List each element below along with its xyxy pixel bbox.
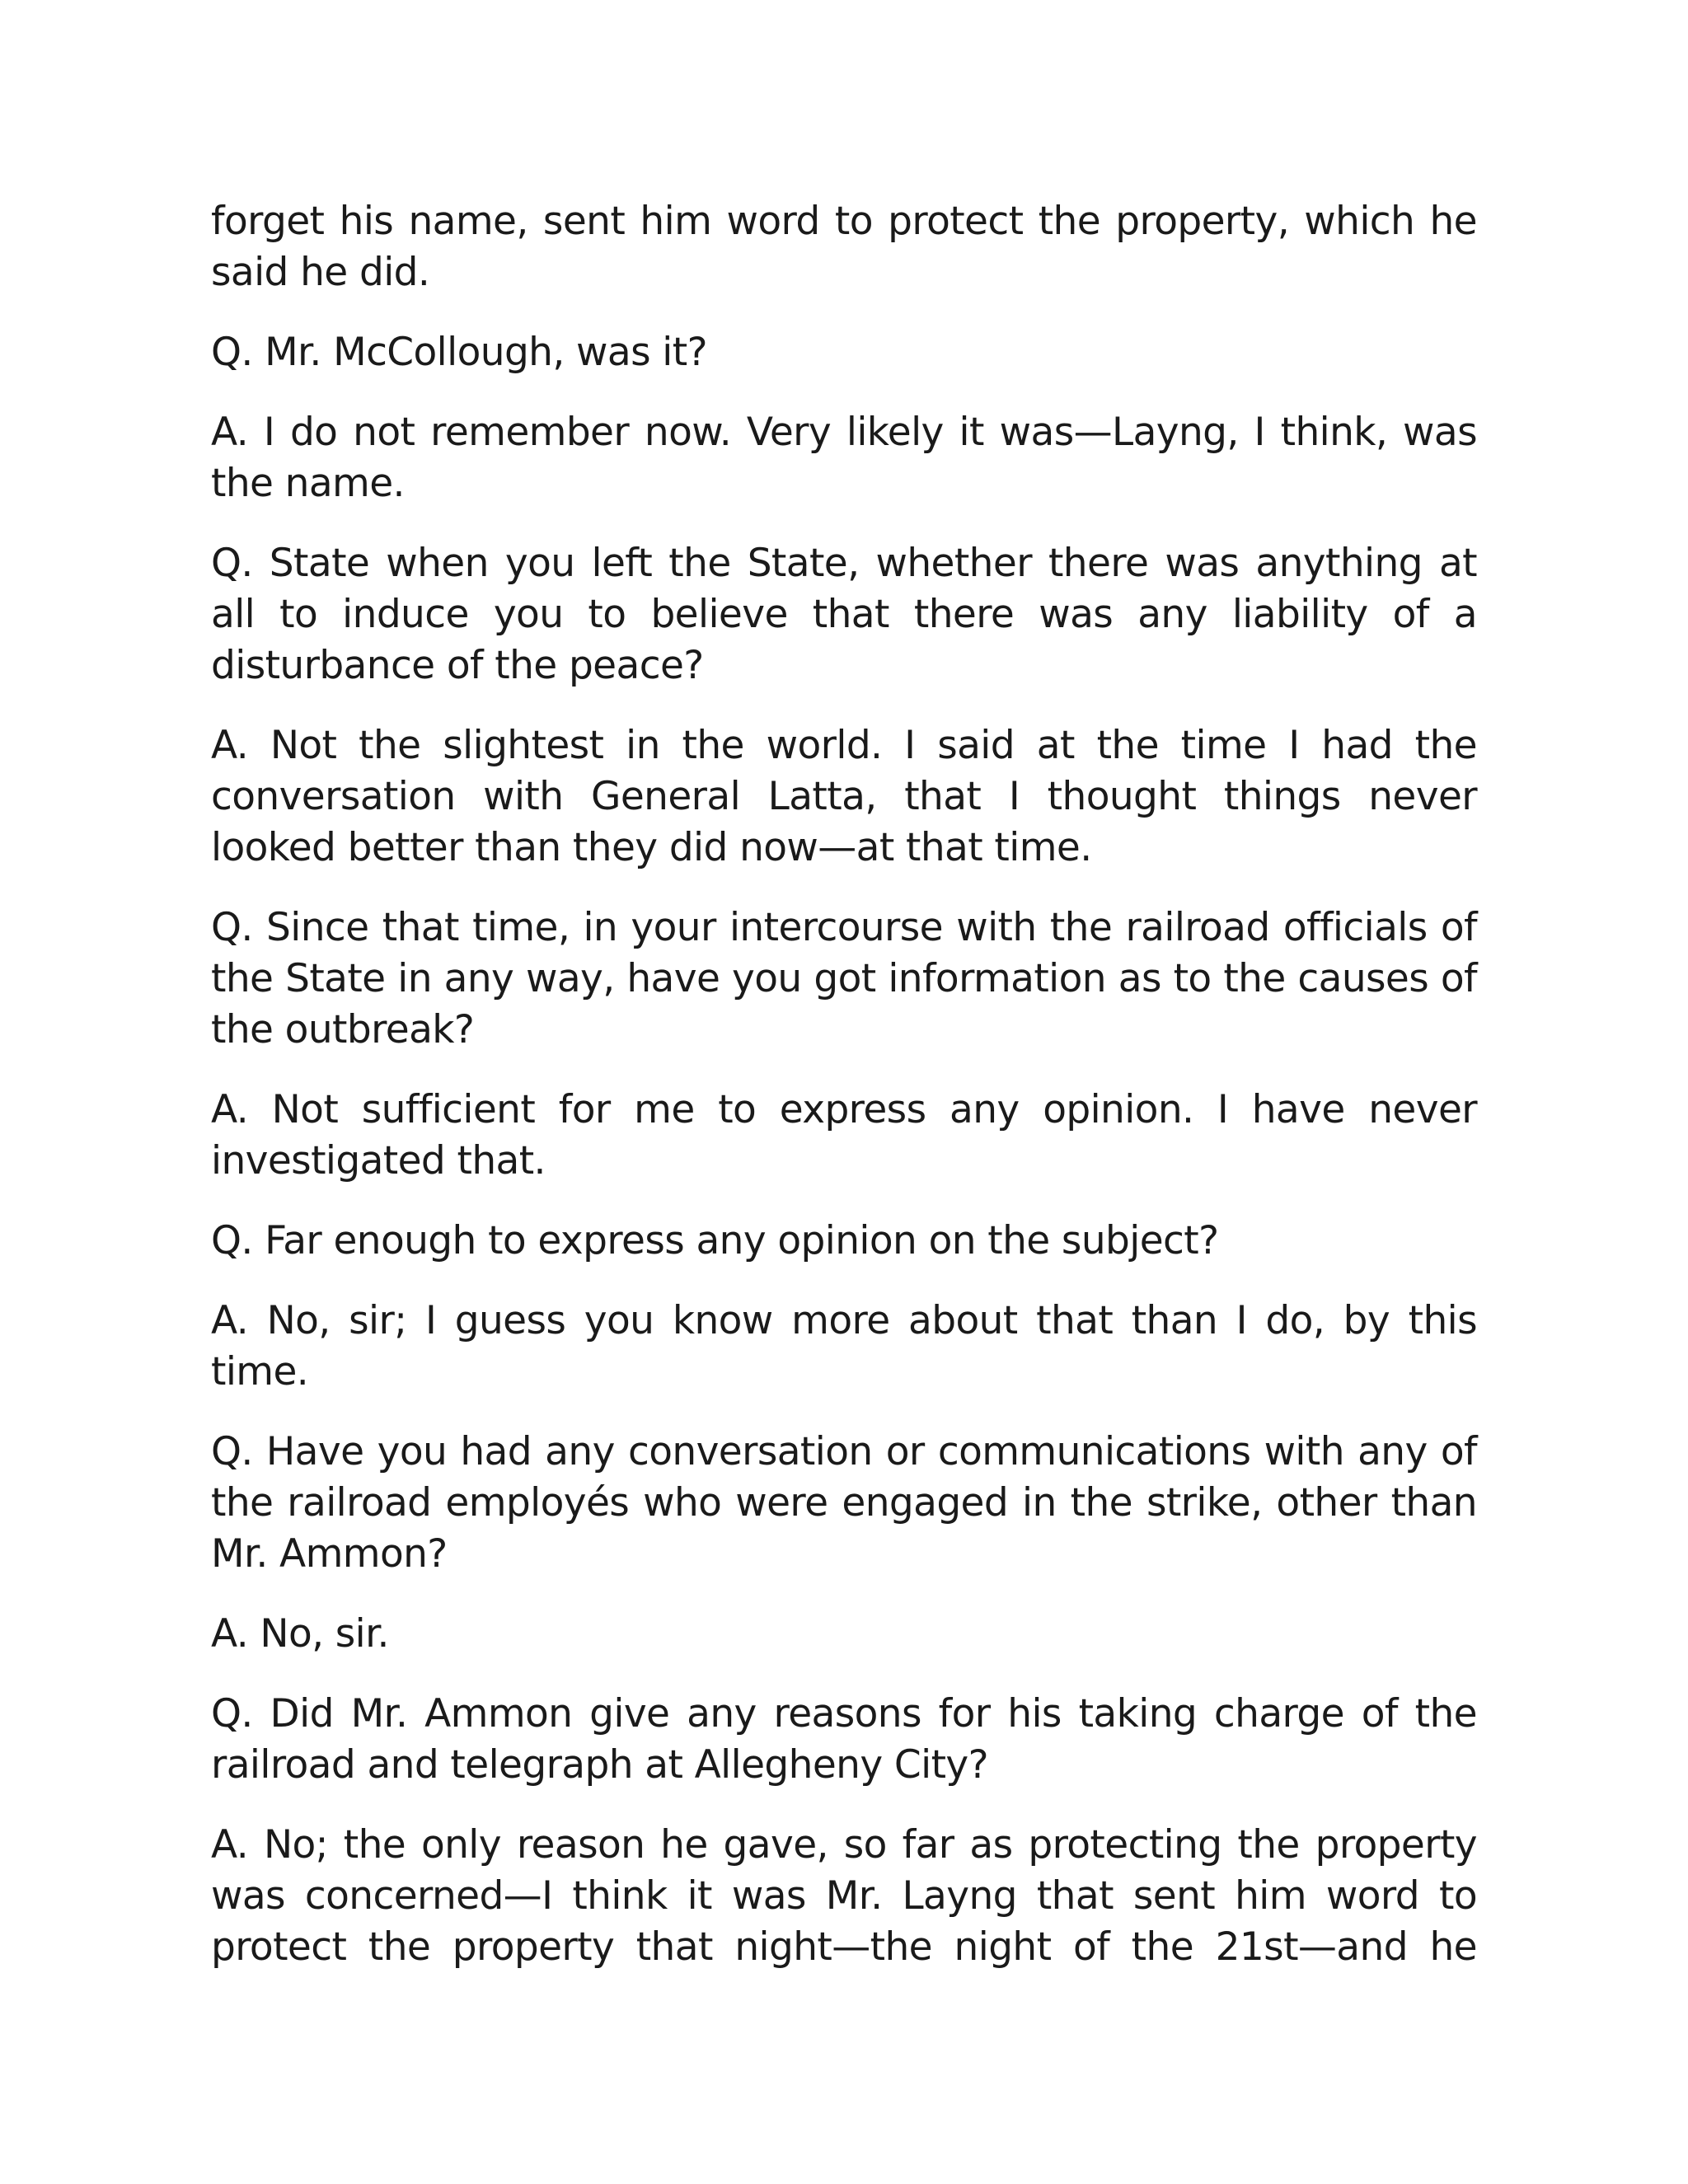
paragraph-8: Q. Far enough to express any opinion on the subject?	[211, 1218, 1219, 1263]
paragraph-13: A. No; the only reason he gave, so far as protecting the property was concerned—I think it was Mr. Layng that sent him word to protect the property that night—the night of the 21st—and he	[211, 1822, 1477, 1970]
paragraph-10: Q. Have you had any conversation or communications with any of the railroad employés who were engaged in the strike, other than Mr. Ammon?	[211, 1429, 1477, 1577]
paragraph-6: Q. Since that time, in your intercourse with the railroad officials of the State in any way, have you got information as to the causes of the outbreak?	[211, 905, 1477, 1052]
paragraph-3: A. I do not remember now. Very likely it was—Layng, I think, was the name.	[211, 410, 1477, 506]
paragraph-9: A. No, sir; I guess you know more about that than I do, by this time.	[211, 1298, 1477, 1394]
paragraph-11: A. No, sir.	[211, 1611, 389, 1657]
paragraph-5: A. Not the slightest in the world. I said at the time I had the conversation with General Latta, that I thought things never looked better than they did now—at that time.	[211, 723, 1477, 870]
paragraph-7: A. Not sufficient for me to express any opinion. I have never investigated that.	[211, 1087, 1477, 1183]
paragraph-1: forget his name, sent him word to protect the property, which he said he did.	[211, 199, 1477, 295]
paragraph-2: Q. Mr. McCollough, was it?	[211, 330, 707, 375]
paragraph-12: Q. Did Mr. Ammon give any reasons for his taking charge of the railroad and telegraph at Allegheny City?	[211, 1691, 1477, 1788]
testimony-text	[211, 196, 1477, 1973]
paragraph-4: Q. State when you left the State, whether there was anything at all to induce you to believe that there was any liability of a disturbance of the peace?	[211, 541, 1477, 688]
